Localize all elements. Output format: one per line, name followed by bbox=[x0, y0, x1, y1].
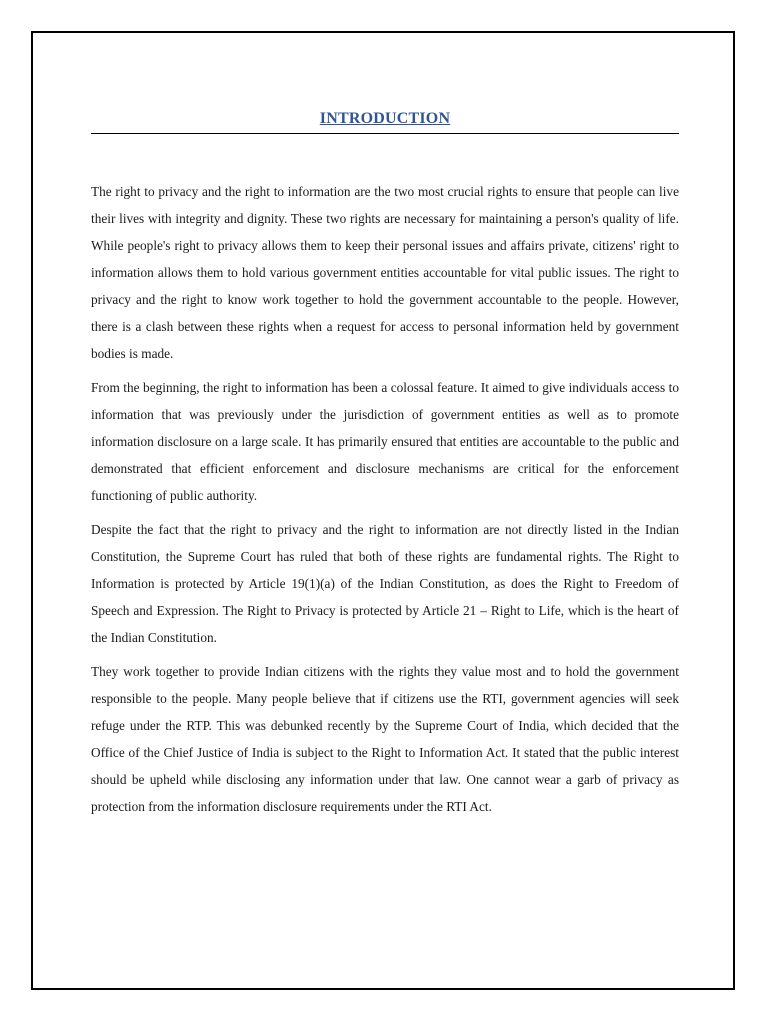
heading-rule bbox=[91, 107, 679, 134]
paragraph-4: They work together to provide Indian citizens with the rights they value most and to hold the government responsible to the people. Many people believe that if citizens use the RTI, government agencies will seek refuge under the RTP. This was debunked recently by the Supreme Court of India, which decided that the Office of the Chief Justice of India is subject to the Right to Information Act. It stated that the public interest should be upheld while disclosing any information under that law. One cannot wear a garb of privacy as protection from the information disclosure requirements under the RTI Act. bbox=[91, 664, 679, 814]
page-content bbox=[91, 107, 679, 827]
document-page bbox=[31, 31, 735, 990]
paragraph-2: From the beginning, the right to information has been a colossal feature. It aimed to give individuals access to information that was previously under the jurisdiction of government entities as well as to promote information disclosure on a large scale. It has primarily ensured that entities are accountable to the public and demonstrated that efficient enforcement and disclosure mechanisms are critical for the enforcement functioning of public authority. bbox=[91, 380, 679, 503]
paragraph-1: The right to privacy and the right to information are the two most crucial rights to ensure that people can live their lives with integrity and dignity. These two rights are necessary for maintaining a person's quality of life. While people's right to privacy allows them to keep their personal issues and affairs private, citizens' right to information allows them to hold various government entities accountable for vital public issues. The right to privacy and the right to know work together to hold the government accountable to the people. However, there is a clash between these rights when a request for access to personal information held by government bodies is made. bbox=[91, 184, 679, 361]
page-heading: INTRODUCTION bbox=[319, 110, 451, 127]
paragraph-3: Despite the fact that the right to privacy and the right to information are not directly listed in the Indian Constitution, the Supreme Court has ruled that both of these rights are fundamental rights. The Right to Information is protected by Article 19(1)(a) of the Indian Constitution, as does the Right to Freedom of Speech and Expression. The Right to Privacy is protected by Article 21 – Right to Life, which is the heart of the Indian Constitution. bbox=[91, 522, 679, 645]
